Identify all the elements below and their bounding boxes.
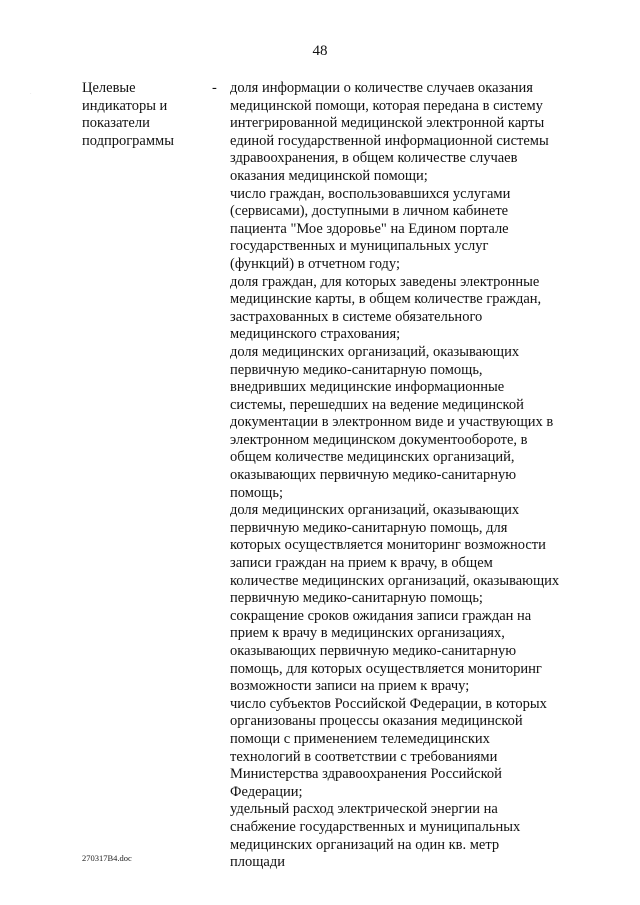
- text-line: число граждан, воспользовавшихся услугами: [230, 185, 511, 202]
- text-line: оказания медицинской помощи;: [230, 167, 428, 184]
- text-line: организованы процессы оказания медицинской: [230, 713, 523, 730]
- text-line: единой государственной информационной системы: [230, 132, 549, 149]
- text-line: медицинские карты, в общем количестве граждан,: [230, 291, 542, 308]
- margin-mark: ·: [30, 92, 32, 97]
- text-line: доля граждан, для которых заведены электронные: [230, 273, 540, 290]
- text-line: (сервисами), доступными в личном кабинете: [230, 203, 509, 220]
- text-line: удельный расход электрической энергии на: [230, 801, 498, 818]
- section-label-line: подпрограммы: [82, 132, 174, 149]
- text-line: доля медицинских организаций, оказывающих: [230, 502, 520, 519]
- text-line: застрахованных в системе обязательного: [230, 308, 483, 325]
- text-line: прием к врачу в медицинских организациях,: [230, 625, 505, 642]
- list-dash: -: [212, 80, 217, 96]
- text-line: интегрированной медицинской электронной карты: [230, 115, 545, 132]
- section-label-line: Целевые: [82, 80, 136, 96]
- text-line: записи граждан на прием к врачу, в общем: [230, 555, 493, 572]
- section-label: [82, 80, 202, 150]
- text-line: доля информации о количестве случаев оказания: [230, 80, 533, 96]
- text-line: помощь;: [230, 484, 283, 501]
- text-line: Федерации;: [230, 783, 303, 800]
- text-line: оказывающих первичную медико-санитарную: [230, 643, 517, 659]
- footer-document-id: 270317В4.doc: [82, 853, 132, 863]
- text-line: медицинской помощи, которая передана в систему: [230, 97, 543, 114]
- text-line: первичную медико-санитарную помощь,: [230, 361, 483, 378]
- text-line: количестве медицинских организаций, оказывающих: [230, 572, 560, 589]
- section-label-line: индикаторы и: [82, 97, 168, 114]
- text-line: (функций) в отчетном году;: [230, 255, 400, 272]
- text-line: которых осуществляется мониторинг возможности: [230, 537, 546, 554]
- text-line: технологий в соответствии с требованиями: [230, 748, 498, 765]
- page-number: 48: [312, 43, 328, 59]
- text-line: площади: [230, 854, 285, 871]
- text-line: Министерства здравоохранения Российской: [230, 766, 502, 783]
- text-line: электронном медицинском документообороте, в: [230, 431, 528, 448]
- text-line: первичную медико-санитарную помощь;: [230, 590, 483, 607]
- text-line: оказывающих первичную медико-санитарную: [230, 467, 517, 484]
- text-line: сокращение сроков ожидания записи граждан на: [230, 607, 532, 624]
- text-line: первичную медико-санитарную помощь, для: [230, 519, 508, 536]
- text-line: снабжение государственных и муниципальных: [230, 818, 521, 835]
- text-line: системы, перешедших на ведение медицинской: [230, 396, 524, 413]
- text-line: документации в электронном виде и участвующих в: [230, 414, 554, 431]
- text-line: общем количестве медицинских организаций,: [230, 449, 515, 466]
- text-line: доля медицинских организаций, оказывающих: [230, 343, 520, 360]
- text-line: пациента "Мое здоровье" на Едином портале: [230, 220, 509, 237]
- text-line: возможности записи на прием к врачу;: [230, 678, 470, 695]
- text-line: государственных и муниципальных услуг: [230, 238, 489, 255]
- text-line: число субъектов Российской Федерации, в которых: [230, 695, 547, 712]
- indicators-text: [230, 80, 575, 872]
- text-line: помощь, для которых осуществляется мониторинг: [230, 660, 542, 677]
- text-line: медицинского страхования;: [230, 326, 401, 343]
- text-line: помощи с применением телемедицинских: [230, 730, 490, 747]
- section-label-line: показатели: [82, 115, 150, 132]
- text-line: внедривших медицинские информационные: [230, 379, 505, 396]
- text-line: здравоохранения, в общем количестве случаев: [230, 150, 518, 167]
- text-line: медицинских организаций на один кв. метр: [230, 836, 500, 853]
